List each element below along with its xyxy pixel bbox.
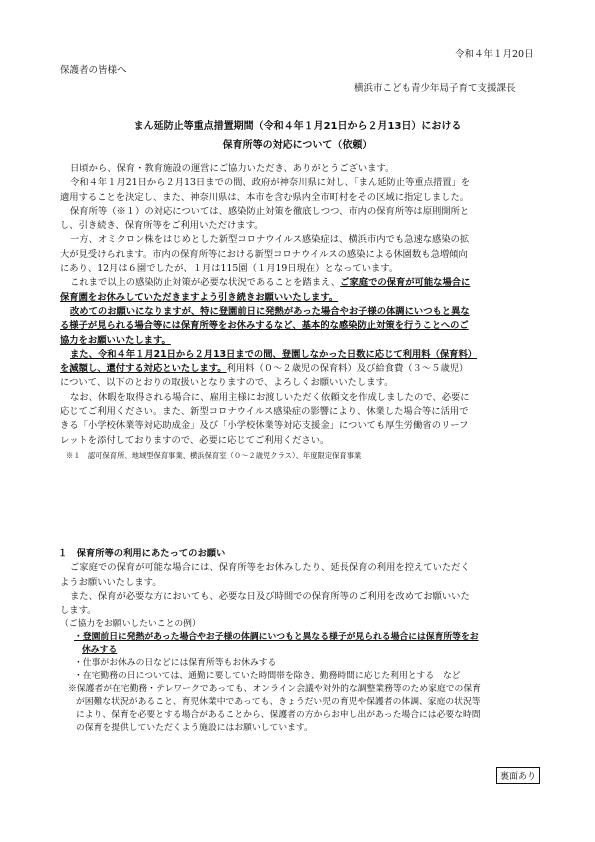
example-item: 休みする (82, 645, 118, 656)
body-line: にあり、12月は６園でしたが、１月は115園（１月19日現在）となっています。 (60, 263, 399, 275)
document-title-line2: 保育所等の対応について（依頼） (222, 140, 373, 151)
section-note: により、保育を必要とする場合があることから、保護者の方からお申し出があった場合には必要な時間 (76, 710, 481, 721)
body-line: 適用することを決定し、また、神奈川県は、本市を含む県内全市町村をその区域に指定しました。 (60, 191, 470, 203)
example-item: ・仕事がお休みの日などには保育所等もお休みする (74, 658, 277, 669)
example-item: ・在宅勤務の日については、通勤に要していた時間帯を除き、勤務時間に応じた利用とする など (74, 671, 461, 682)
body-line: レットを添付しておりますので、必要に応じてご利用ください。 (60, 434, 330, 446)
body-line: 令和４年１月21日から２月13日までの間、政府が神奈川県に対し、「まん延防止等重点措置」を (70, 177, 471, 189)
continued-on-back-label: 裏面あり (496, 767, 540, 784)
body-line: きる「小学校休業等対応助成金」及び「小学校休業等対応支援金」についても厚生労働省のリーフ (60, 420, 469, 432)
emphasis-text: ご家庭での保育が可能な場合に (340, 277, 471, 289)
body-line: し、引き続き、保育所等をご利用いただけます。 (60, 220, 264, 232)
sender-line: 横浜市こども青少年局子育て支援課長 (354, 83, 516, 94)
section-note: の保育を提供していただくよう施設にはお願いしています。 (76, 723, 313, 734)
body-line (60, 362, 550, 376)
body-line: 大が見受けられます。市内の保育所等における新型コロナウイルスの感染による休園数も急増傾向 (60, 248, 468, 260)
emphasis-text: を減額し、還付する対応といたします。 (60, 363, 227, 375)
body-text (60, 162, 550, 462)
emphasis-line: 改めてのお願いになりますが、特に登園前日に発熱があった場合やお子様の体調にいつもと異な (70, 305, 470, 317)
section-line: します。 (60, 605, 97, 617)
section-note: ※保護者が在宅勤務・テレワークであっても、オンライン会議や対外的な調整業務等のため家庭での保育 (68, 684, 481, 695)
example-item: ・登園前日に発熱があった場合やお子様の体調にいつもと異なる様子が見られる場合には保育所等をお (74, 632, 479, 643)
section-line: ようお願いいたします。 (60, 576, 162, 588)
body-line: 保育所等（※１）の対応については、感染防止対策を徹底しつつ、市内の保育所等は原則開所と (70, 205, 470, 217)
body-line (60, 276, 550, 290)
example-label: （ご協力をお願いしたいことの例） (60, 619, 201, 630)
section-line: また、保育が必要な方においても、必要な日及び時間での保育所等のご利用を改めてお願いいた (70, 590, 470, 602)
body-line: 日頃から、保育・教育施設の運営にご協力いただき、ありがとうございます。 (70, 163, 395, 174)
body-text-span: これまで以上の感染防止対策が必要な状況であることを踏まえ、 (70, 277, 341, 289)
emphasis-line: 協力をお願いいたします。 (60, 334, 171, 346)
emphasis-line: また、令和４年１月21日から２月13日までの間、登園しなかった日数に応じて利用料（保育料） (70, 348, 478, 360)
section-note: が困難な状況があること、育児休業中であっても、きょうだい児の育児や保護者の体調、家庭の状況等 (76, 697, 481, 708)
footnote: ※１ 認可保育所、地域型保育事業、横浜保育室（０～２歳児クラス）、年度限定保育事業 (66, 450, 362, 460)
recipient-line: 保護者の皆様へ (60, 65, 127, 76)
issue-date: 令和４年１月20日 (455, 49, 534, 60)
body-text-span: 利用料（０～２歳児の保育料）及び給食費（３～５歳児） (226, 363, 469, 375)
document-title-line1: まん延防止等重点措置期間（令和４年１月21日から２月13日）における (133, 121, 462, 132)
section-heading: １ 保育所等の利用にあたってのお願い (58, 548, 226, 559)
emphasis-line: る様子が見られる場合等には保育所等をお休みするなど、基本的な感染防止対策を行うことへのご (60, 320, 469, 332)
section-line: ご家庭での保育が可能な場合には、保育所等をお休みしたり、延長保育の利用を控えていただく (70, 562, 470, 574)
body-line: なお、休暇を取得される場合に、雇用主様にお渡しいただく依頼文を作成しましたので、必要に (70, 391, 470, 403)
body-line: について、以下のとおりの取扱いとなりますので、よろしくお願いいたします。 (60, 377, 394, 389)
emphasis-line: 保育園をお休みしていただきますよう引き続きお願いいたします。 (60, 291, 339, 303)
body-line: 応じてご利用ください。また、新型コロナウイルス感染症の影響により、休業した場合等に活用で (60, 406, 469, 418)
body-line: 一方、オミクロン株をはじめとした新型コロナウイルス感染症は、横浜市内でも急速な感染の拡 (70, 234, 470, 246)
section-1 (60, 547, 550, 735)
